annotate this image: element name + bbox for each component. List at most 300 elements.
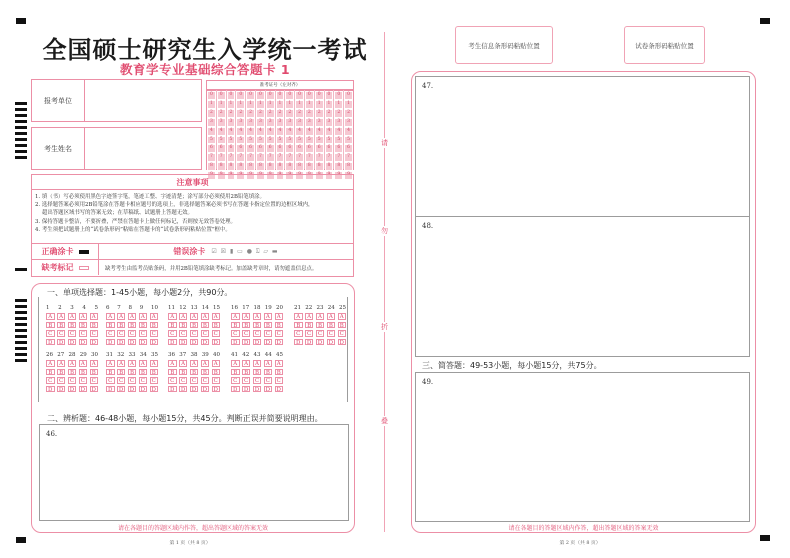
exam-id-digit-bubble[interactable]: 5	[227, 136, 236, 145]
exam-unit-input[interactable]	[85, 80, 201, 121]
exam-id-digit-bubble[interactable]: 1	[207, 100, 216, 109]
exam-id-digit-bubble[interactable]: 0	[276, 91, 285, 100]
option-bubble-a[interactable]: A	[316, 313, 325, 320]
option-bubble-c[interactable]: C	[179, 330, 188, 337]
option-bubble-d[interactable]: D	[338, 339, 347, 346]
option-bubble-a[interactable]: A	[338, 313, 347, 320]
option-bubble-c[interactable]: C	[294, 330, 303, 337]
option-bubble-c[interactable]: C	[253, 330, 262, 337]
exam-id-digit-bubble[interactable]: 1	[236, 100, 245, 109]
option-bubble-a[interactable]: A	[117, 313, 126, 320]
exam-id-digit-bubble[interactable]: 6	[266, 144, 275, 153]
option-bubble-d[interactable]: D	[316, 339, 325, 346]
option-bubble-d[interactable]: D	[305, 339, 314, 346]
option-bubble-a[interactable]: A	[201, 313, 210, 320]
option-bubble-b[interactable]: B	[46, 322, 55, 329]
option-bubble-c[interactable]: C	[90, 330, 99, 337]
option-bubble-a[interactable]: A	[90, 313, 99, 320]
option-bubble-b[interactable]: B	[338, 322, 347, 329]
exam-unit-field[interactable]	[31, 79, 202, 122]
option-bubble-a[interactable]: A	[106, 313, 115, 320]
option-bubble-d[interactable]: D	[128, 386, 137, 393]
exam-id-digit-bubble[interactable]: 5	[207, 136, 216, 145]
exam-id-digit-bubble[interactable]: 1	[266, 100, 275, 109]
exam-id-digit-bubble[interactable]: 1	[334, 100, 343, 109]
option-bubble-d[interactable]: D	[231, 386, 240, 393]
exam-id-digit-bubble[interactable]: 2	[325, 109, 334, 118]
option-bubble-a[interactable]: A	[201, 360, 210, 367]
option-bubble-b[interactable]: B	[253, 369, 262, 376]
option-bubble-b[interactable]: B	[117, 322, 126, 329]
exam-id-digit-bubble[interactable]: 2	[276, 109, 285, 118]
exam-id-digit-bubble[interactable]: 6	[334, 144, 343, 153]
exam-id-digit-bubble[interactable]: 2	[227, 109, 236, 118]
option-bubble-c[interactable]: C	[201, 377, 210, 384]
option-bubble-b[interactable]: B	[275, 322, 284, 329]
option-bubble-d[interactable]: D	[79, 339, 88, 346]
option-bubble-c[interactable]: C	[128, 377, 137, 384]
option-bubble-d[interactable]: D	[253, 339, 262, 346]
option-bubble-d[interactable]: D	[150, 386, 159, 393]
option-bubble-c[interactable]: C	[128, 330, 137, 337]
option-bubble-b[interactable]: B	[150, 369, 159, 376]
option-bubble-b[interactable]: B	[212, 322, 221, 329]
exam-id-digit-bubble[interactable]: 3	[217, 118, 226, 127]
option-bubble-c[interactable]: C	[264, 330, 273, 337]
option-bubble-c[interactable]: C	[190, 377, 199, 384]
exam-id-digit-bubble[interactable]: 0	[227, 91, 236, 100]
option-bubble-d[interactable]: D	[90, 386, 99, 393]
exam-id-digit-bubble[interactable]: 2	[266, 109, 275, 118]
answer-box-46[interactable]	[39, 424, 349, 521]
option-bubble-b[interactable]: B	[68, 369, 77, 376]
exam-id-digit-bubble[interactable]: 9	[256, 171, 265, 180]
exam-id-digit-bubble[interactable]: 1	[256, 100, 265, 109]
exam-id-digit-bubble[interactable]: 2	[217, 109, 226, 118]
option-bubble-a[interactable]: A	[231, 313, 240, 320]
exam-id-digit-bubble[interactable]: 9	[266, 171, 275, 180]
option-bubble-b[interactable]: B	[179, 369, 188, 376]
exam-id-digit-bubble[interactable]: 6	[276, 144, 285, 153]
option-bubble-b[interactable]: B	[168, 369, 177, 376]
exam-id-digit-bubble[interactable]: 8	[305, 162, 314, 171]
option-bubble-a[interactable]: A	[327, 313, 336, 320]
exam-id-digit-bubble[interactable]: 6	[315, 144, 324, 153]
option-bubble-d[interactable]: D	[327, 339, 336, 346]
option-bubble-d[interactable]: D	[201, 339, 210, 346]
option-bubble-a[interactable]: A	[212, 313, 221, 320]
option-bubble-b[interactable]: B	[190, 369, 199, 376]
option-bubble-c[interactable]: C	[46, 330, 55, 337]
exam-id-digit-bubble[interactable]: 5	[305, 136, 314, 145]
exam-id-digit-bubble[interactable]: 2	[285, 109, 294, 118]
exam-id-digit-bubble[interactable]: 1	[315, 100, 324, 109]
exam-id-digit-bubble[interactable]: 4	[217, 127, 226, 136]
option-bubble-c[interactable]: C	[150, 330, 159, 337]
exam-id-digit-bubble[interactable]: 8	[256, 162, 265, 171]
exam-id-digit-bubble[interactable]: 0	[256, 91, 265, 100]
exam-id-digit-bubble[interactable]: 7	[246, 153, 255, 162]
option-bubble-d[interactable]: D	[242, 386, 251, 393]
option-bubble-d[interactable]: D	[57, 339, 66, 346]
option-bubble-c[interactable]: C	[190, 330, 199, 337]
option-bubble-c[interactable]: C	[275, 377, 284, 384]
option-bubble-c[interactable]: C	[139, 377, 148, 384]
option-bubble-b[interactable]: B	[264, 369, 273, 376]
absent-mark-checkbox[interactable]	[79, 266, 89, 270]
option-bubble-c[interactable]: C	[90, 377, 99, 384]
option-bubble-c[interactable]: C	[201, 330, 210, 337]
exam-id-digit-bubble[interactable]: 0	[285, 91, 294, 100]
exam-id-digit-bubble[interactable]: 4	[344, 127, 353, 136]
option-bubble-d[interactable]: D	[231, 339, 240, 346]
answer-box-49[interactable]	[415, 372, 750, 522]
option-bubble-b[interactable]: B	[128, 322, 137, 329]
option-bubble-b[interactable]: B	[275, 369, 284, 376]
exam-id-digit-bubble[interactable]: 3	[227, 118, 236, 127]
option-bubble-d[interactable]: D	[106, 339, 115, 346]
option-bubble-d[interactable]: D	[79, 386, 88, 393]
option-bubble-a[interactable]: A	[179, 360, 188, 367]
option-bubble-a[interactable]: A	[253, 360, 262, 367]
exam-id-digit-bubble[interactable]: 3	[276, 118, 285, 127]
exam-id-digit-bubble[interactable]: 5	[256, 136, 265, 145]
option-bubble-d[interactable]: D	[264, 386, 273, 393]
exam-id-digit-bubble[interactable]: 0	[334, 91, 343, 100]
exam-id-digit-bubble[interactable]: 7	[344, 153, 353, 162]
exam-id-digit-bubble[interactable]: 5	[266, 136, 275, 145]
option-bubble-c[interactable]: C	[242, 377, 251, 384]
option-bubble-d[interactable]: D	[294, 339, 303, 346]
exam-id-digit-bubble[interactable]: 0	[344, 91, 353, 100]
option-bubble-c[interactable]: C	[68, 330, 77, 337]
option-bubble-b[interactable]: B	[117, 369, 126, 376]
option-bubble-d[interactable]: D	[68, 339, 77, 346]
exam-id-digit-bubble[interactable]: 3	[334, 118, 343, 127]
option-bubble-d[interactable]: D	[201, 386, 210, 393]
option-bubble-b[interactable]: B	[190, 322, 199, 329]
exam-id-digit-bubble[interactable]: 7	[236, 153, 245, 162]
exam-id-digit-bubble[interactable]: 6	[236, 144, 245, 153]
exam-id-digit-bubble[interactable]: 8	[315, 162, 324, 171]
option-bubble-a[interactable]: A	[90, 360, 99, 367]
exam-id-digit-bubble[interactable]: 4	[325, 127, 334, 136]
exam-id-digit-bubble[interactable]: 2	[236, 109, 245, 118]
exam-id-digit-bubble[interactable]: 1	[227, 100, 236, 109]
option-bubble-c[interactable]: C	[117, 330, 126, 337]
option-bubble-a[interactable]: A	[150, 313, 159, 320]
option-bubble-b[interactable]: B	[79, 369, 88, 376]
option-bubble-b[interactable]: B	[168, 322, 177, 329]
exam-id-digit-bubble[interactable]: 1	[344, 100, 353, 109]
option-bubble-a[interactable]: A	[231, 360, 240, 367]
option-bubble-c[interactable]: C	[106, 330, 115, 337]
option-bubble-c[interactable]: C	[242, 330, 251, 337]
option-bubble-b[interactable]: B	[106, 369, 115, 376]
exam-id-digit-bubble[interactable]: 0	[315, 91, 324, 100]
option-bubble-a[interactable]: A	[139, 360, 148, 367]
option-bubble-b[interactable]: B	[106, 322, 115, 329]
option-bubble-c[interactable]: C	[139, 330, 148, 337]
exam-id-digit-bubble[interactable]: 9	[305, 171, 314, 180]
option-bubble-d[interactable]: D	[106, 386, 115, 393]
option-bubble-c[interactable]: C	[275, 330, 284, 337]
option-bubble-b[interactable]: B	[68, 322, 77, 329]
exam-id-digit-bubble[interactable]: 2	[334, 109, 343, 118]
option-bubble-a[interactable]: A	[179, 313, 188, 320]
exam-id-digit-bubble[interactable]: 4	[305, 127, 314, 136]
option-bubble-b[interactable]: B	[79, 322, 88, 329]
exam-id-digit-bubble[interactable]: 3	[266, 118, 275, 127]
exam-id-digit-bubble[interactable]: 0	[236, 91, 245, 100]
option-bubble-b[interactable]: B	[179, 322, 188, 329]
option-bubble-a[interactable]: A	[79, 313, 88, 320]
exam-id-digit-bubble[interactable]: 4	[315, 127, 324, 136]
exam-id-digit-bubble[interactable]: 1	[217, 100, 226, 109]
answer-box-48[interactable]	[415, 216, 750, 357]
option-bubble-d[interactable]: D	[150, 339, 159, 346]
student-barcode-area[interactable]: 考生信息条形码粘贴位置	[455, 26, 553, 64]
exam-id-digit-bubble[interactable]: 3	[285, 118, 294, 127]
option-bubble-a[interactable]: A	[275, 313, 284, 320]
exam-id-digit-bubble[interactable]: 9	[227, 171, 236, 180]
option-bubble-b[interactable]: B	[253, 322, 262, 329]
exam-id-digit-bubble[interactable]: 7	[305, 153, 314, 162]
exam-id-digit-bubble[interactable]: 6	[246, 144, 255, 153]
exam-id-digit-bubble[interactable]: 8	[285, 162, 294, 171]
exam-id-digit-bubble[interactable]: 7	[227, 153, 236, 162]
option-bubble-b[interactable]: B	[128, 369, 137, 376]
exam-id-digit-bubble[interactable]: 5	[236, 136, 245, 145]
exam-id-digit-bubble[interactable]: 3	[207, 118, 216, 127]
exam-id-digit-bubble[interactable]: 2	[295, 109, 304, 118]
exam-id-digit-bubble[interactable]: 3	[325, 118, 334, 127]
exam-id-digit-bubble[interactable]: 8	[334, 162, 343, 171]
option-bubble-d[interactable]: D	[190, 386, 199, 393]
exam-id-digit-bubble[interactable]: 0	[246, 91, 255, 100]
exam-id-digit-bubble[interactable]: 6	[305, 144, 314, 153]
option-bubble-c[interactable]: C	[168, 377, 177, 384]
option-bubble-d[interactable]: D	[46, 339, 55, 346]
exam-id-digit-bubble[interactable]: 0	[325, 91, 334, 100]
exam-id-digit-bubble[interactable]: 0	[266, 91, 275, 100]
option-bubble-a[interactable]: A	[242, 313, 251, 320]
option-bubble-b[interactable]: B	[57, 322, 66, 329]
exam-id-digit-bubble[interactable]: 3	[236, 118, 245, 127]
option-bubble-a[interactable]: A	[46, 360, 55, 367]
option-bubble-d[interactable]: D	[179, 386, 188, 393]
option-bubble-b[interactable]: B	[242, 322, 251, 329]
option-bubble-d[interactable]: D	[179, 339, 188, 346]
exam-id-digit-bubble[interactable]: 4	[207, 127, 216, 136]
option-bubble-a[interactable]: A	[57, 313, 66, 320]
exam-id-digit-bubble[interactable]: 5	[315, 136, 324, 145]
exam-id-digit-bubble[interactable]: 4	[266, 127, 275, 136]
exam-id-digit-bubble[interactable]: 9	[246, 171, 255, 180]
option-bubble-a[interactable]: A	[128, 360, 137, 367]
exam-id-digit-bubble[interactable]: 1	[276, 100, 285, 109]
exam-id-digit-bubble[interactable]: 0	[295, 91, 304, 100]
exam-id-digit-bubble[interactable]: 1	[325, 100, 334, 109]
option-bubble-a[interactable]: A	[68, 313, 77, 320]
exam-id-digit-bubble[interactable]: 8	[246, 162, 255, 171]
option-bubble-c[interactable]: C	[231, 377, 240, 384]
option-bubble-c[interactable]: C	[231, 330, 240, 337]
exam-id-digit-bubble[interactable]: 1	[295, 100, 304, 109]
option-bubble-b[interactable]: B	[316, 322, 325, 329]
exam-id-digit-bubble[interactable]: 3	[256, 118, 265, 127]
exam-id-digit-bubble[interactable]: 9	[344, 171, 353, 180]
exam-id-digit-bubble[interactable]: 9	[295, 171, 304, 180]
exam-id-digit-bubble[interactable]: 2	[246, 109, 255, 118]
exam-id-digit-bubble[interactable]: 2	[207, 109, 216, 118]
exam-id-digit-bubble[interactable]: 5	[325, 136, 334, 145]
option-bubble-a[interactable]: A	[264, 313, 273, 320]
exam-id-digit-bubble[interactable]: 3	[344, 118, 353, 127]
exam-id-digit-bubble[interactable]: 5	[217, 136, 226, 145]
option-bubble-d[interactable]: D	[275, 386, 284, 393]
answer-box-47[interactable]	[415, 76, 750, 217]
option-bubble-c[interactable]: C	[168, 330, 177, 337]
option-bubble-d[interactable]: D	[212, 386, 221, 393]
option-bubble-c[interactable]: C	[338, 330, 347, 337]
option-bubble-b[interactable]: B	[57, 369, 66, 376]
exam-id-digit-bubble[interactable]: 4	[334, 127, 343, 136]
exam-id-digit-bubble[interactable]: 2	[344, 109, 353, 118]
exam-id-digit-bubble[interactable]: 6	[227, 144, 236, 153]
option-bubble-a[interactable]: A	[79, 360, 88, 367]
option-bubble-d[interactable]: D	[253, 386, 262, 393]
candidate-name-field[interactable]	[31, 127, 202, 170]
option-bubble-b[interactable]: B	[139, 322, 148, 329]
option-bubble-d[interactable]: D	[90, 339, 99, 346]
option-bubble-c[interactable]: C	[327, 330, 336, 337]
option-bubble-c[interactable]: C	[253, 377, 262, 384]
exam-id-digit-bubble[interactable]: 8	[227, 162, 236, 171]
exam-id-digit-bubble[interactable]: 6	[207, 144, 216, 153]
exam-id-digit-bubble[interactable]: 4	[227, 127, 236, 136]
exam-id-digit-bubble[interactable]: 6	[256, 144, 265, 153]
exam-id-digit-bubble[interactable]: 9	[285, 171, 294, 180]
option-bubble-b[interactable]: B	[242, 369, 251, 376]
option-bubble-b[interactable]: B	[139, 369, 148, 376]
exam-id-digit-bubble[interactable]: 1	[285, 100, 294, 109]
exam-id-digit-bubble[interactable]: 3	[315, 118, 324, 127]
option-bubble-c[interactable]: C	[79, 377, 88, 384]
option-bubble-c[interactable]: C	[305, 330, 314, 337]
paper-barcode-area[interactable]: 试卷条形码粘贴位置	[624, 26, 705, 64]
exam-id-digit-bubble[interactable]: 0	[217, 91, 226, 100]
option-bubble-d[interactable]: D	[128, 339, 137, 346]
option-bubble-d[interactable]: D	[168, 339, 177, 346]
option-bubble-a[interactable]: A	[275, 360, 284, 367]
option-bubble-b[interactable]: B	[90, 369, 99, 376]
option-bubble-d[interactable]: D	[190, 339, 199, 346]
option-bubble-d[interactable]: D	[264, 339, 273, 346]
option-bubble-a[interactable]: A	[150, 360, 159, 367]
option-bubble-d[interactable]: D	[212, 339, 221, 346]
exam-id-digit-bubble[interactable]: 9	[334, 171, 343, 180]
option-bubble-c[interactable]: C	[57, 377, 66, 384]
option-bubble-a[interactable]: A	[117, 360, 126, 367]
exam-id-digit-bubble[interactable]: 0	[207, 91, 216, 100]
option-bubble-a[interactable]: A	[57, 360, 66, 367]
exam-id-digit-bubble[interactable]: 9	[236, 171, 245, 180]
option-bubble-a[interactable]: A	[128, 313, 137, 320]
option-bubble-c[interactable]: C	[117, 377, 126, 384]
option-bubble-a[interactable]: A	[264, 360, 273, 367]
exam-id-digit-bubble[interactable]: 5	[334, 136, 343, 145]
exam-id-digit-bubble[interactable]: 6	[344, 144, 353, 153]
exam-id-digit-bubble[interactable]: 4	[246, 127, 255, 136]
option-bubble-d[interactable]: D	[117, 386, 126, 393]
exam-id-digit-bubble[interactable]: 9	[217, 171, 226, 180]
option-bubble-b[interactable]: B	[150, 322, 159, 329]
option-bubble-b[interactable]: B	[201, 369, 210, 376]
exam-id-digit-bubble[interactable]: 7	[276, 153, 285, 162]
exam-id-digit-bubble[interactable]: 4	[256, 127, 265, 136]
option-bubble-c[interactable]: C	[264, 377, 273, 384]
option-bubble-b[interactable]: B	[264, 322, 273, 329]
exam-id-digit-bubble[interactable]: 6	[325, 144, 334, 153]
exam-id-digit-bubble[interactable]: 5	[276, 136, 285, 145]
exam-id-digit-bubble[interactable]: 8	[325, 162, 334, 171]
exam-id-digit-bubble[interactable]: 7	[285, 153, 294, 162]
exam-id-digit-bubble[interactable]: 4	[276, 127, 285, 136]
option-bubble-a[interactable]: A	[68, 360, 77, 367]
option-bubble-b[interactable]: B	[90, 322, 99, 329]
exam-id-digit-bubble[interactable]: 6	[285, 144, 294, 153]
option-bubble-d[interactable]: D	[139, 386, 148, 393]
candidate-name-input[interactable]	[85, 128, 201, 169]
option-bubble-a[interactable]: A	[168, 360, 177, 367]
exam-id-digit-bubble[interactable]: 2	[305, 109, 314, 118]
option-bubble-a[interactable]: A	[46, 313, 55, 320]
exam-id-digit-bubble[interactable]: 7	[295, 153, 304, 162]
exam-id-digit-bubble[interactable]: 5	[344, 136, 353, 145]
option-bubble-d[interactable]: D	[57, 386, 66, 393]
exam-id-digit-bubble[interactable]: 7	[315, 153, 324, 162]
option-bubble-a[interactable]: A	[294, 313, 303, 320]
exam-id-digit-bubble[interactable]: 4	[295, 127, 304, 136]
option-bubble-d[interactable]: D	[139, 339, 148, 346]
exam-id-digit-bubble[interactable]: 8	[344, 162, 353, 171]
exam-id-digit-bubble[interactable]: 6	[295, 144, 304, 153]
option-bubble-d[interactable]: D	[117, 339, 126, 346]
exam-id-digit-bubble[interactable]: 1	[246, 100, 255, 109]
exam-id-digit-bubble[interactable]: 3	[246, 118, 255, 127]
option-bubble-a[interactable]: A	[168, 313, 177, 320]
option-bubble-a[interactable]: A	[139, 313, 148, 320]
exam-id-digit-bubble[interactable]: 3	[295, 118, 304, 127]
exam-id-digit-bubble[interactable]: 2	[256, 109, 265, 118]
option-bubble-c[interactable]: C	[79, 330, 88, 337]
exam-id-digit-bubble[interactable]: 0	[305, 91, 314, 100]
exam-id-digit-bubble[interactable]: 4	[285, 127, 294, 136]
exam-id-digit-bubble[interactable]: 9	[325, 171, 334, 180]
exam-id-digit-bubble[interactable]: 1	[305, 100, 314, 109]
exam-id-digit-bubble[interactable]: 8	[295, 162, 304, 171]
option-bubble-c[interactable]: C	[179, 377, 188, 384]
exam-id-digit-bubble[interactable]: 3	[305, 118, 314, 127]
exam-id-digit-bubble[interactable]: 8	[276, 162, 285, 171]
exam-id-digit-bubble[interactable]: 7	[266, 153, 275, 162]
option-bubble-a[interactable]: A	[106, 360, 115, 367]
option-bubble-a[interactable]: A	[242, 360, 251, 367]
option-bubble-a[interactable]: A	[190, 360, 199, 367]
option-bubble-d[interactable]: D	[242, 339, 251, 346]
exam-id-digit-bubble[interactable]: 6	[217, 144, 226, 153]
